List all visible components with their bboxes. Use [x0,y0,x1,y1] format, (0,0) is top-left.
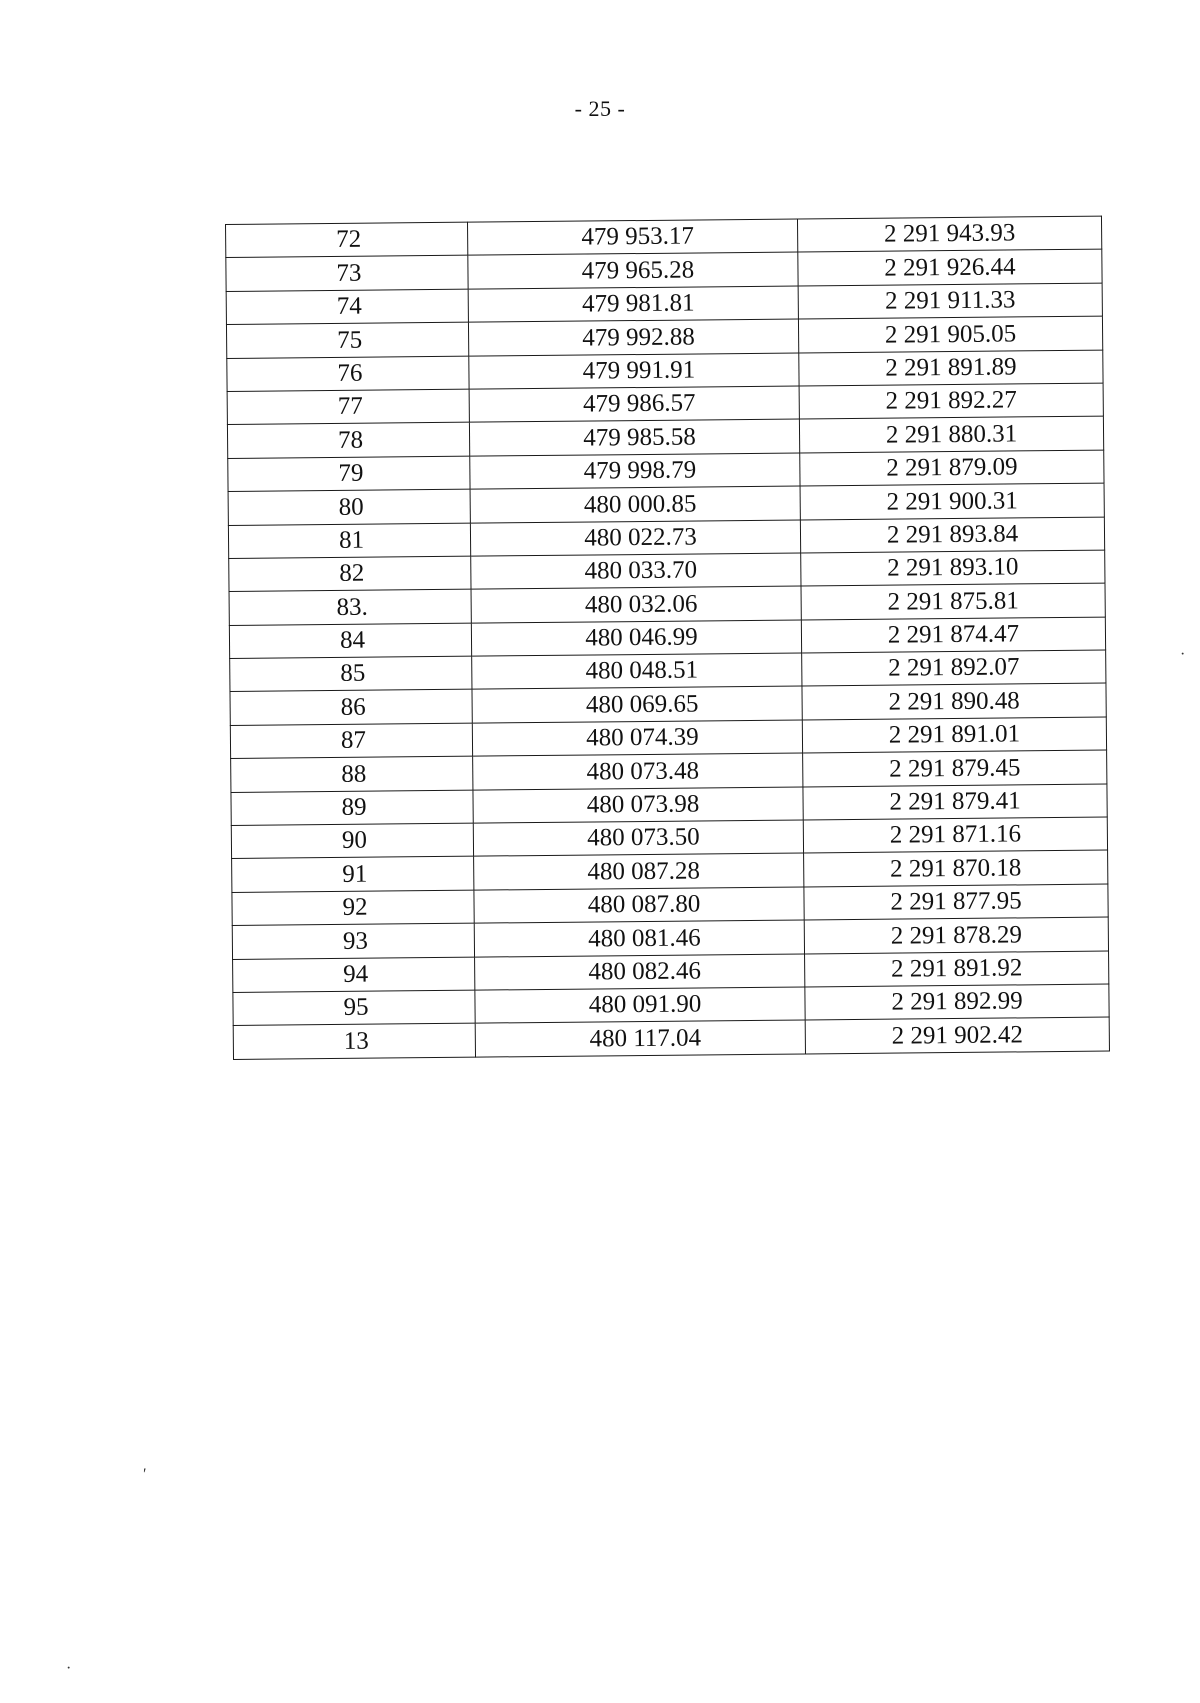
x-coordinate-cell: 480 117.04 [475,1020,805,1057]
y-coordinate-cell: 2 291 892.99 [805,984,1109,1020]
x-coordinate-cell: 480 074.39 [472,720,802,757]
coordinates-table [225,216,1110,1060]
y-coordinate-cell: 2 291 902.42 [805,1017,1109,1053]
x-coordinate-cell: 480 000.85 [470,486,800,523]
point-number-cell: 78 [227,423,469,459]
y-coordinate-cell: 2 291 892.07 [802,650,1106,686]
y-coordinate-cell: 2 291 911.33 [798,283,1102,319]
point-number-cell: 77 [227,389,469,425]
y-coordinate-cell: 2 291 870.18 [804,850,1108,886]
y-coordinate-cell: 2 291 891.92 [805,951,1109,987]
point-number-cell: 89 [231,790,473,826]
point-number-cell: 93 [232,923,474,959]
point-number-cell: 74 [226,289,468,325]
point-number-cell: 82 [229,556,471,592]
scan-speck: · [1180,646,1186,663]
x-coordinate-cell: 479 965.28 [468,252,798,289]
point-number-cell: 92 [232,890,474,926]
x-coordinate-cell: 480 082.46 [475,954,805,991]
x-coordinate-cell: 480 048.51 [472,653,802,690]
point-number-cell: 13 [233,1024,475,1060]
x-coordinate-cell: 480 033.70 [471,553,801,590]
x-coordinate-cell: 480 032.06 [471,586,801,623]
x-coordinate-cell: 479 991.91 [469,353,799,390]
x-coordinate-cell: 480 087.28 [474,853,804,890]
y-coordinate-cell: 2 291 893.84 [800,517,1104,553]
x-coordinate-cell: 479 986.57 [469,386,799,423]
y-coordinate-cell: 2 291 879.41 [803,784,1107,820]
y-coordinate-cell: 2 291 905.05 [798,316,1102,352]
y-coordinate-cell: 2 291 871.16 [803,817,1107,853]
x-coordinate-cell: 480 073.50 [473,820,803,857]
x-coordinate-cell: 480 073.98 [473,787,803,824]
x-coordinate-cell: 479 953.17 [467,219,797,256]
point-number-cell: 90 [231,823,473,859]
y-coordinate-cell: 2 291 900.31 [800,483,1104,519]
y-coordinate-cell: 2 291 891.89 [799,350,1103,386]
x-coordinate-cell: 480 022.73 [470,520,800,557]
x-coordinate-cell: 480 091.90 [475,987,805,1024]
point-number-cell: 95 [233,990,475,1026]
x-coordinate-cell: 480 087.80 [474,887,804,924]
point-number-cell: 91 [232,857,474,893]
coordinates-table-wrapper [225,216,1109,1060]
y-coordinate-cell: 2 291 877.95 [804,884,1108,920]
coordinates-table-body [226,216,1110,1059]
y-coordinate-cell: 2 291 891.01 [802,717,1106,753]
x-coordinate-cell: 479 981.81 [468,286,798,323]
x-coordinate-cell: 480 073.48 [473,753,803,790]
point-number-cell: 80 [228,489,470,525]
point-number-cell: 88 [231,756,473,792]
y-coordinate-cell: 2 291 879.09 [800,450,1104,486]
y-coordinate-cell: 2 291 874.47 [801,617,1105,653]
y-coordinate-cell: 2 291 892.27 [799,383,1103,419]
point-number-cell: 73 [226,256,468,292]
point-number-cell: 76 [227,356,469,392]
page-number: - 25 - [574,96,626,121]
point-number-cell: 94 [233,957,475,993]
y-coordinate-cell: 2 291 943.93 [797,216,1101,252]
x-coordinate-cell: 480 081.46 [474,920,804,957]
point-number-cell: 81 [228,523,470,559]
scan-speck: · [66,1660,72,1677]
x-coordinate-cell: 480 046.99 [471,620,801,657]
point-number-cell: 84 [229,623,471,659]
y-coordinate-cell: 2 291 893.10 [801,550,1105,586]
y-coordinate-cell: 2 291 880.31 [799,416,1103,452]
y-coordinate-cell: 2 291 926.44 [798,249,1102,285]
scan-speck: ' [142,1466,146,1483]
x-coordinate-cell: 479 992.88 [468,319,798,356]
point-number-cell: 79 [228,456,470,492]
point-number-cell: 85 [230,656,472,692]
x-coordinate-cell: 479 985.58 [469,419,799,456]
y-coordinate-cell: 2 291 890.48 [802,684,1106,720]
x-coordinate-cell: 480 069.65 [472,686,802,723]
y-coordinate-cell: 2 291 879.45 [803,750,1107,786]
point-number-cell: 87 [230,723,472,759]
point-number-cell: 86 [230,690,472,726]
y-coordinate-cell: 2 291 875.81 [801,583,1105,619]
point-number-cell: 75 [226,322,468,358]
point-number-cell: 72 [226,222,468,258]
x-coordinate-cell: 479 998.79 [470,453,800,490]
y-coordinate-cell: 2 291 878.29 [804,917,1108,953]
point-number-cell: 83. [229,589,471,625]
